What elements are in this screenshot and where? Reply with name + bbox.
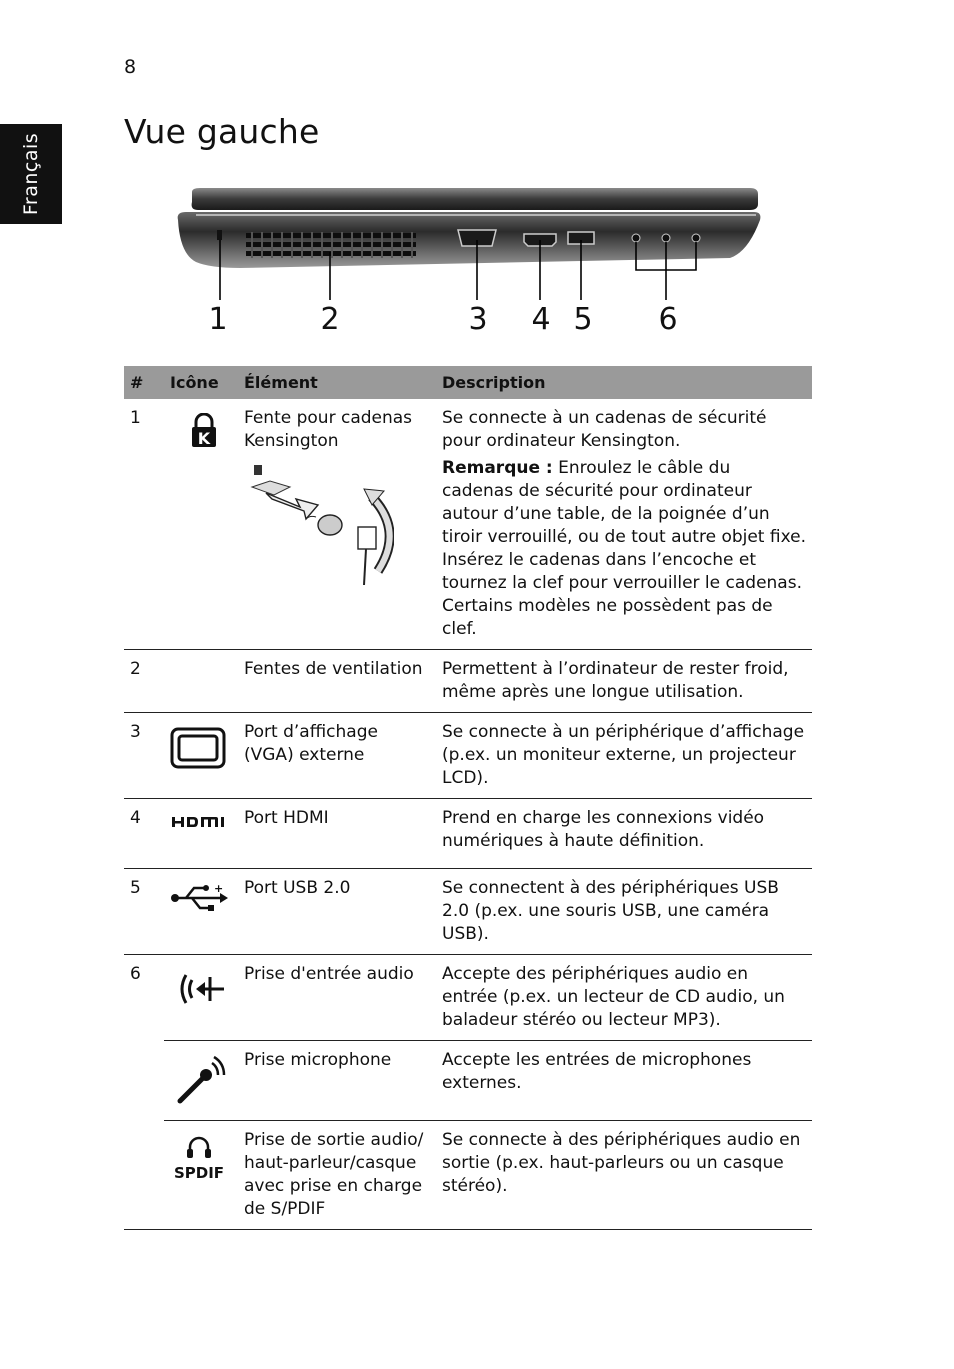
- row-icon: [164, 1041, 238, 1121]
- header-icon: Icône: [164, 366, 238, 399]
- spdif-label: SPDIF: [173, 1164, 225, 1181]
- audio-in-icon: [170, 969, 232, 1016]
- header-element: Élément: [238, 366, 436, 399]
- ports-table: [124, 366, 812, 1230]
- row-element: Port USB 2.0: [238, 869, 436, 955]
- microphone-icon: [170, 1055, 232, 1112]
- callout-6: 6: [658, 302, 678, 337]
- row-icon: [164, 1121, 238, 1230]
- table-row: [124, 1041, 812, 1121]
- row-description: Accepte les entrées de microphones externes.: [436, 1041, 812, 1121]
- table-header-row: [124, 366, 812, 399]
- row-element: Port d’affichage (VGA) externe: [238, 713, 436, 799]
- note-label: Remarque :: [442, 458, 553, 478]
- row-number: 2: [124, 650, 164, 713]
- row-icon: [164, 399, 238, 650]
- hdmi-icon: [170, 813, 232, 836]
- header-number: #: [124, 366, 164, 399]
- headphone-spdif-icon: [170, 1135, 232, 1188]
- element-label: Fente pour cadenas Kensington: [244, 408, 413, 451]
- row-icon: [164, 799, 238, 869]
- row-number: 6: [124, 955, 164, 1230]
- row-icon: [164, 650, 238, 713]
- row-number: 4: [124, 799, 164, 869]
- callout-5: 5: [573, 302, 593, 337]
- row-number: 1: [124, 399, 164, 650]
- row-description: Se connectent à des périphériques USB 2.0 (p.ex. une souris USB, une caméra USB).: [436, 869, 812, 955]
- language-tab-label: Français: [20, 132, 42, 216]
- table-row: [124, 650, 812, 713]
- row-element: Fentes de ventilation: [238, 650, 436, 713]
- row-number: 3: [124, 713, 164, 799]
- note: [442, 457, 806, 641]
- row-element: Prise de sortie audio/ haut-parleur/casque avec prise en charge de S/PDIF: [238, 1121, 436, 1230]
- row-element: Prise microphone: [238, 1041, 436, 1121]
- row-element: [238, 399, 436, 650]
- callout-1: 1: [208, 302, 228, 337]
- page-number: 8: [124, 56, 137, 78]
- svg-text:+: +: [214, 883, 224, 895]
- table-row: [124, 713, 812, 799]
- table-row: [124, 1121, 812, 1230]
- row-icon: [164, 869, 238, 955]
- kensington-lock-icon: [170, 413, 232, 456]
- svg-text:K: K: [197, 429, 211, 448]
- kensington-lock-illustration-icon: [244, 461, 430, 596]
- description-text: Se connecte à un cadenas de sécurité pour ordinateur Kensington.: [442, 408, 767, 451]
- table-row: [124, 869, 812, 955]
- row-icon: [164, 955, 238, 1041]
- row-description: Accepte des périphériques audio en entrée (p.ex. un lecteur de CD audio, un baladeur stéréo ou lecteur MP3).: [442, 964, 785, 1030]
- row-description: Se connecte à des périphériques audio en sortie (p.ex. haut-parleurs ou un casque stéréo).: [436, 1121, 812, 1230]
- header-description: Description: [436, 366, 812, 399]
- laptop-left-side-illustration: [170, 180, 770, 304]
- row-description: Prend en charge les connexions vidéo numériques à haute définition.: [436, 799, 812, 869]
- usb-icon: [170, 883, 232, 920]
- callout-2: 2: [320, 302, 340, 337]
- row-element: Prise d'entrée audio: [244, 964, 414, 984]
- row-description: Se connecte à un périphérique d’affichage (p.ex. un moniteur externe, un projecteur LCD).: [436, 713, 812, 799]
- callout-4: 4: [531, 302, 551, 337]
- table-row: [124, 799, 812, 869]
- row-description: Permettent à l’ordinateur de rester froid, même après une longue utilisation.: [436, 650, 812, 713]
- page-title: Vue gauche: [124, 112, 320, 151]
- row-description: [436, 399, 812, 650]
- row-number: 5: [124, 869, 164, 955]
- row-icon: [164, 713, 238, 799]
- callout-3: 3: [468, 302, 488, 337]
- table-row: [124, 399, 812, 650]
- table-row: [124, 955, 812, 1041]
- row-element: Port HDMI: [238, 799, 436, 869]
- note-text: Enroulez le câble du cadenas de sécurité pour ordinateur autour d’une table, de la poignée d’un tiroir verrouillé, ou de tout autre objet fixe. Insérez le cadenas dans l’encoche et tournez la clef pour verrouiller le cadenas. Certains modèles ne possèdent pas de clef.: [442, 458, 806, 639]
- vga-port-icon: [170, 727, 232, 776]
- language-tab: [0, 124, 62, 224]
- laptop-illustration-svg: [170, 180, 770, 300]
